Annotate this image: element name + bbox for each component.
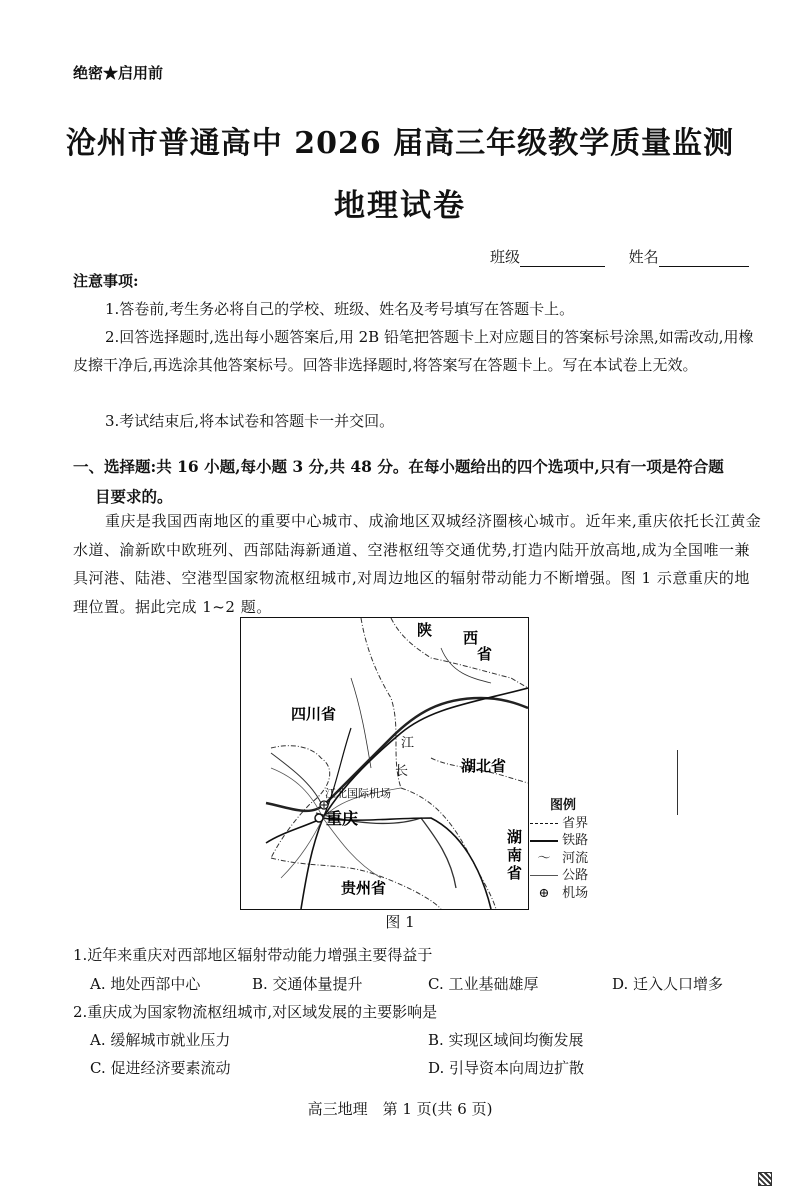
road xyxy=(281,788,401,878)
student-info-fields xyxy=(490,246,749,267)
map-label-hunan: 省 xyxy=(507,864,523,882)
notice-heading: 注意事项: xyxy=(73,272,139,290)
name-blank[interactable] xyxy=(659,250,749,267)
map-label-shaanxi: 省 xyxy=(477,645,493,663)
class-blank[interactable] xyxy=(520,250,605,267)
question-2-option-a[interactable]: A. 缓解城市就业压力 xyxy=(90,1031,231,1049)
map-label-hunan: 湖 xyxy=(507,828,523,846)
question-2-option-d[interactable]: D. 引导资本向周边扩散 xyxy=(428,1059,585,1077)
question-1-option-b[interactable]: B. 交通体量提升 xyxy=(252,975,363,993)
legend-item-road: 公路 xyxy=(530,867,588,885)
question-1-option-d[interactable]: D. 迁入人口增多 xyxy=(612,975,724,993)
question-1-stem: 1.近年来重庆对西部地区辐射带动能力增强主要得益于 xyxy=(73,946,433,964)
map-label-guizhou: 贵州省 xyxy=(341,879,387,897)
map-drawing xyxy=(241,618,528,909)
legend-item-river: 〜 河流 xyxy=(530,850,588,868)
map-label-shaanxi: 陕 xyxy=(417,621,433,639)
notice-item-3: 3.考试结束后,将本试卷和答题卡一并交回。 xyxy=(105,412,395,430)
question-1-option-c[interactable]: C. 工业基础雄厚 xyxy=(428,975,539,993)
map-label-jiang: 江 xyxy=(401,736,415,751)
map-label-hubei: 湖北省 xyxy=(461,757,507,775)
river-symbol-icon: 〜 xyxy=(537,850,551,866)
river xyxy=(271,753,321,803)
map-label-chang: 长 xyxy=(395,764,409,779)
question-2-option-c[interactable]: C. 促进经济要素流动 xyxy=(90,1059,231,1077)
notice-item-2: 2.回答选择题时,选出每小题答案后,用 2B 铅笔把答题卡上对应题目的答案标号涂黑,如需改动,用橡皮擦干净后,再选涂其他答案标号。回答非选择题时,将答案写在答题卡上。写在本试卷上无效。 xyxy=(73,328,754,374)
confidential-label: 绝密★启用前 xyxy=(73,64,164,82)
exam-subject-title: 地理试卷 xyxy=(334,188,466,224)
map-label-sichuan: 四川省 xyxy=(291,705,337,723)
question-1-option-a[interactable]: A. 地处西部中心 xyxy=(90,975,201,993)
legend-item-railway: 铁路 xyxy=(530,832,588,850)
chongqing-city-marker xyxy=(315,814,323,822)
class-label: 班级 xyxy=(490,248,521,266)
notice-item-1: 1.答卷前,考生务必将自己的学校、班级、姓名及考号填写在答题卡上。 xyxy=(105,300,575,318)
figure-caption: 图 1 xyxy=(385,913,415,931)
legend-item-airport: ⊕ 机场 xyxy=(530,885,588,903)
map-legend xyxy=(530,797,588,902)
map-label-chongqing: 重庆 xyxy=(326,809,359,828)
section-heading xyxy=(73,452,763,512)
section-heading-line1: 一、选择题:共 16 小题,每小题 3 分,共 48 分。在每小题给出的四个选项中,只有一项是符合题 xyxy=(73,457,724,476)
legend-title: 图例 xyxy=(550,798,577,813)
province-border xyxy=(391,618,528,688)
railway-symbol-icon xyxy=(530,840,558,842)
margin-line xyxy=(677,750,678,815)
section-heading-line2: 目要求的。 xyxy=(95,487,173,506)
airport-symbol-icon: ⊕ xyxy=(538,885,550,901)
legend-item-border: 省界 xyxy=(530,815,588,833)
map-label-shaanxi: 西 xyxy=(463,629,479,647)
road-symbol-icon xyxy=(530,875,558,876)
question-2-stem: 2.重庆成为国家物流枢纽城市,对区域发展的主要影响是 xyxy=(73,1003,438,1021)
chongqing-location-map xyxy=(240,617,529,910)
map-label-airport: 江北国际机场 xyxy=(325,787,391,800)
name-label: 姓名 xyxy=(628,248,659,266)
border-symbol-icon xyxy=(530,823,558,824)
page-footer: 高三地理 第 1 页(共 6 页) xyxy=(307,1100,493,1118)
map-label-hunan: 南 xyxy=(507,846,523,864)
river xyxy=(351,678,371,768)
exam-title: 沧州市普通高中 2026 届高三年级教学质量监测 xyxy=(65,126,735,161)
passage-text: 重庆是我国西南地区的重要中心城市、成渝地区双城经济圈核心城市。近年来,重庆依托长江黄金水道、渝新欧中欧班列、西部陆海新通道、空港枢纽等交通优势,打造内陆开放高地,成为全国唯一兼具河港、陆港、空港型国家物流枢纽城市,对周边地区的辐射带动能力不断增强。图 1 示意重庆的地理位置。据此完成 1~2 题。 xyxy=(73,512,762,616)
qr-code-icon xyxy=(758,1172,772,1186)
province-border xyxy=(401,788,496,909)
question-2-option-b[interactable]: B. 实现区域间均衡发展 xyxy=(428,1031,584,1049)
